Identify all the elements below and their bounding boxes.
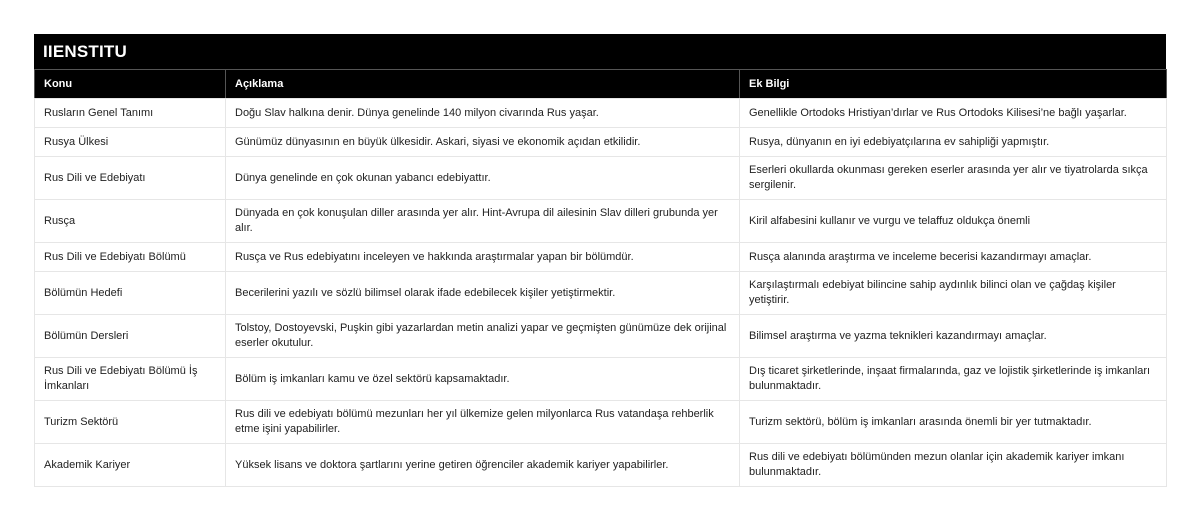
table-header-row: [35, 70, 1167, 99]
cell-aciklama: Rusça ve Rus edebiyatını inceleyen ve hakkında araştırmalar yapan bir bölümdür.: [226, 243, 740, 272]
cell-aciklama: Yüksek lisans ve doktora şartlarını yerine getiren öğrenciler akademik kariyer yapabilirler.: [226, 444, 740, 487]
cell-ek-bilgi: Dış ticaret şirketlerinde, inşaat firmalarında, gaz ve lojistik şirketlerinde iş imkanları bulunmaktadır.: [740, 358, 1167, 401]
cell-aciklama: Becerilerini yazılı ve sözlü bilimsel olarak ifade edebilecek kişiler yetiştirmektir.: [226, 272, 740, 315]
cell-konu: Bölümün Dersleri: [35, 315, 226, 358]
cell-konu: Rus Dili ve Edebiyatı: [35, 157, 226, 200]
cell-konu: Rusça: [35, 200, 226, 243]
table-row: [35, 200, 1167, 243]
cell-konu: Bölümün Hedefi: [35, 272, 226, 315]
table-row: [35, 401, 1167, 444]
cell-aciklama: Günümüz dünyasının en büyük ülkesidir. Askari, siyasi ve ekonomik açıdan etkilidir.: [226, 128, 740, 157]
cell-aciklama: Rus dili ve edebiyatı bölümü mezunları her yıl ülkemize gelen milyonlarca Rus vatandaşa rehberlik etme işini yapabilirler.: [226, 401, 740, 444]
cell-aciklama: Dünya genelinde en çok okunan yabancı edebiyattır.: [226, 157, 740, 200]
brand-title: IIENSTITU: [34, 34, 1166, 69]
cell-konu: Rusya Ülkesi: [35, 128, 226, 157]
cell-ek-bilgi: Rusça alanında araştırma ve inceleme becerisi kazandırmayı amaçlar.: [740, 243, 1167, 272]
column-header-konu: Konu: [35, 70, 226, 99]
column-header-aciklama: Açıklama: [226, 70, 740, 99]
column-header-ek-bilgi: Ek Bilgi: [740, 70, 1167, 99]
table-row: [35, 358, 1167, 401]
table-row: [35, 128, 1167, 157]
table-row: [35, 444, 1167, 487]
cell-ek-bilgi: Bilimsel araştırma ve yazma teknikleri kazandırmayı amaçlar.: [740, 315, 1167, 358]
cell-ek-bilgi: Genellikle Ortodoks Hristiyan’dırlar ve Rus Ortodoks Kilisesi’ne bağlı yaşarlar.: [740, 99, 1167, 128]
table-row: [35, 315, 1167, 358]
table-row: [35, 99, 1167, 128]
cell-konu: Turizm Sektörü: [35, 401, 226, 444]
cell-ek-bilgi: Eserleri okullarda okunması gereken eserler arasında yer alır ve tiyatrolarda sıkça sergilenir.: [740, 157, 1167, 200]
cell-aciklama: Bölüm iş imkanları kamu ve özel sektörü kapsamaktadır.: [226, 358, 740, 401]
cell-ek-bilgi: Rusya, dünyanın en iyi edebiyatçılarına ev sahipliği yapmıştır.: [740, 128, 1167, 157]
cell-ek-bilgi: Kiril alfabesini kullanır ve vurgu ve telaffuz oldukça önemli: [740, 200, 1167, 243]
info-table: [34, 69, 1167, 487]
cell-konu: Rus Dili ve Edebiyatı Bölümü: [35, 243, 226, 272]
cell-ek-bilgi: Karşılaştırmalı edebiyat bilincine sahip aydınlık bilinci olan ve çağdaş kişiler yetiştirir.: [740, 272, 1167, 315]
cell-aciklama: Tolstoy, Dostoyevski, Puşkin gibi yazarlardan metin analizi yapar ve geçmişten günümüze dek orijinal eserler okutulur.: [226, 315, 740, 358]
cell-konu: Akademik Kariyer: [35, 444, 226, 487]
cell-konu: Rus Dili ve Edebiyatı Bölümü İş İmkanları: [35, 358, 226, 401]
table-row: [35, 272, 1167, 315]
cell-ek-bilgi: Rus dili ve edebiyatı bölümünden mezun olanlar için akademik kariyer imkanı bulunmaktadır.: [740, 444, 1167, 487]
cell-aciklama: Dünyada en çok konuşulan diller arasında yer alır. Hint-Avrupa dil ailesinin Slav dilleri grubunda yer alır.: [226, 200, 740, 243]
content-table-card: [34, 34, 1166, 487]
cell-aciklama: Doğu Slav halkına denir. Dünya genelinde 140 milyon civarında Rus yaşar.: [226, 99, 740, 128]
cell-ek-bilgi: Turizm sektörü, bölüm iş imkanları arasında önemli bir yer tutmaktadır.: [740, 401, 1167, 444]
table-row: [35, 243, 1167, 272]
cell-konu: Rusların Genel Tanımı: [35, 99, 226, 128]
table-row: [35, 157, 1167, 200]
